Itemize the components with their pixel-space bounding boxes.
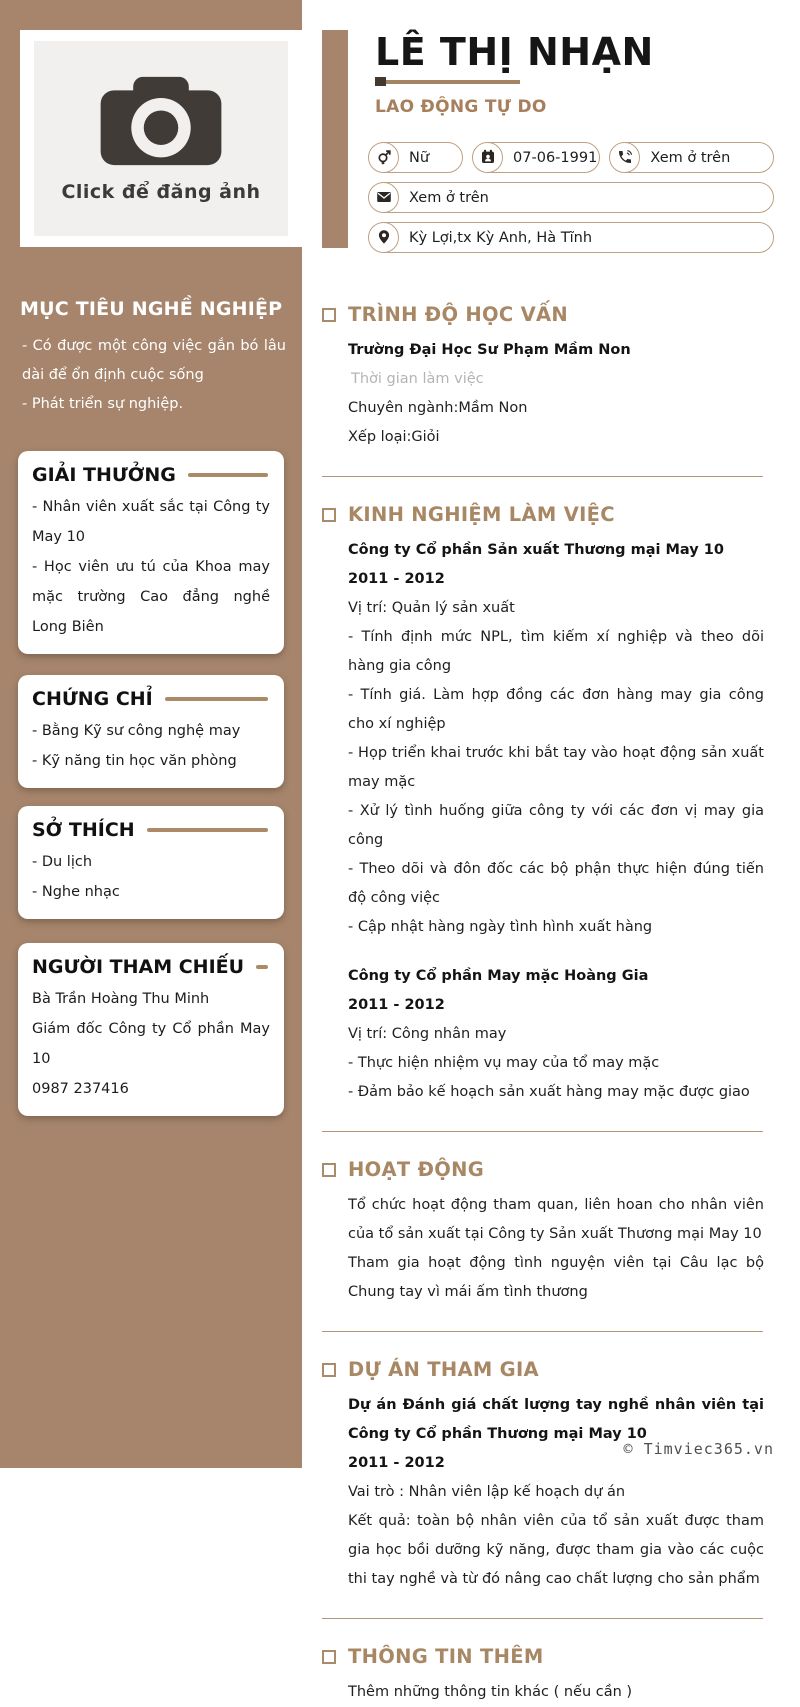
job-period: 2011 - 2012 (348, 571, 445, 587)
job-position: Vị trí: Quản lý sản xuất (348, 600, 515, 616)
section-divider (322, 1331, 763, 1332)
objective-line: - Phát triển sự nghiệp. (22, 396, 184, 412)
job-detail: - Thực hiện nhiệm vụ may của tổ may mặc (348, 1055, 660, 1071)
job-detail: - Họp triển khai trước khi bắt tay vào hoạt động sản xuất may mặc (348, 745, 764, 790)
heading-rule (188, 473, 268, 477)
photo-frame (20, 30, 302, 247)
section-experience (322, 503, 770, 526)
section-education (322, 303, 770, 326)
photo-upload-label: Click để đăng ảnh (61, 180, 261, 203)
square-outline-icon (322, 508, 336, 522)
mail-icon (368, 182, 399, 213)
hobby-item: - Nghe nhạc (32, 884, 120, 900)
phone-field (609, 142, 774, 173)
certificate-item: - Kỹ năng tin học văn phòng (32, 753, 237, 769)
objective-line: - Có được một công việc gắn bó lâu dài để ổn định cuộc sống (22, 338, 286, 383)
activities-title: HOẠT ĐỘNG (348, 1158, 485, 1181)
job-detail: - Xử lý tình huống giữa công ty với các đơn vị may gia công (348, 803, 764, 848)
job-detail: - Đảm bảo kế hoạch sản xuất hàng may mặc được giao (348, 1084, 750, 1100)
birthday-field (472, 142, 600, 173)
site-credit: © Timviec365.vn (623, 1440, 774, 1458)
section-projects (322, 1358, 770, 1381)
references-title: NGƯỜI THAM CHIẾU (32, 956, 245, 978)
job-detail: - Cập nhật hàng ngày tình hình xuất hàng (348, 919, 653, 935)
certificate-item: - Bằng Kỹ sư công nghệ may (32, 723, 241, 739)
awards-title: GIẢI THƯỞNG (32, 464, 176, 486)
objective-title: MỤC TIÊU NGHỀ NGHIỆP (20, 298, 283, 320)
square-outline-icon (322, 1650, 336, 1664)
calendar-icon (472, 142, 503, 173)
reference-name: Bà Trần Hoàng Thu Minh (32, 991, 210, 1007)
square-outline-icon (322, 1163, 336, 1177)
camera-icon (98, 75, 224, 171)
square-outline-icon (322, 1363, 336, 1377)
section-divider (322, 476, 763, 477)
project-period: 2011 - 2012 (348, 1455, 445, 1471)
certificates-title: CHỨNG CHỈ (32, 688, 153, 710)
job-detail: - Tính định mức NPL, tìm kiếm xí nghiệp và theo dõi hàng gia công (348, 629, 764, 674)
projects-title: DỰ ÁN THAM GIA (348, 1358, 539, 1381)
contact-block (368, 142, 774, 253)
hobbies-card (18, 806, 284, 919)
hobbies-title: SỞ THÍCH (32, 819, 135, 841)
references-card (18, 943, 284, 1116)
award-item: - Nhân viên xuất sắc tại Công ty May 10 (32, 499, 270, 545)
location-pin-icon (368, 222, 399, 253)
education-major: Chuyên ngành:Mầm Non (348, 400, 528, 416)
education-period-placeholder[interactable]: Thời gian làm việc (351, 371, 484, 387)
phone-icon (609, 142, 640, 173)
candidate-job-title: LAO ĐỘNG TỰ DO (375, 97, 547, 117)
more-info-text: Thêm những thông tin khác ( nếu cần ) (348, 1684, 633, 1700)
education-title: TRÌNH ĐỘ HỌC VẤN (348, 303, 569, 326)
reference-phone: 0987 237416 (32, 1081, 129, 1097)
heading-rule (256, 965, 268, 969)
section-divider (322, 1618, 763, 1619)
gender-field (368, 142, 463, 173)
experience-title: KINH NGHIỆM LÀM VIỆC (348, 503, 615, 526)
activity-item: Tổ chức hoạt động tham quan, liên hoan cho nhân viên của tổ sản xuất tại Công ty Sản xuất Thương mại May 10 (348, 1197, 764, 1242)
job-detail: - Theo dõi và đôn đốc các bộ phận thực hiện đúng tiến độ công việc (348, 861, 764, 906)
job-company: Công ty Cổ phần May mặc Hoàng Gia (348, 968, 649, 984)
awards-card (18, 451, 284, 654)
job-detail: - Tính giá. Làm hợp đồng các đơn hàng may gia công cho xí nghiệp (348, 687, 764, 732)
education-school: Trường Đại Học Sư Phạm Mầm Non (348, 342, 631, 358)
name-underline (375, 77, 520, 86)
address-value: Kỳ Lợi,tx Kỳ Anh, Hà Tĩnh (409, 229, 593, 246)
hobby-item: - Du lịch (32, 854, 93, 870)
address-field (368, 222, 774, 253)
reference-position: Giám đốc Công ty Cổ phần May 10 (32, 1021, 270, 1067)
section-divider (322, 1131, 763, 1132)
job-period: 2011 - 2012 (348, 997, 445, 1013)
section-more-info (322, 1645, 770, 1668)
job-position: Vị trí: Công nhân may (348, 1026, 507, 1042)
certificates-card (18, 675, 284, 788)
candidate-name: LÊ THỊ NHẠN (375, 30, 654, 74)
award-item: - Học viên ưu tú của Khoa may mặc trường Cao đẳng nghề Long Biên (32, 559, 270, 635)
project-name: Dự án Đánh giá chất lượng tay nghề nhân viên tại Công ty Cổ phần Thương mại May 10 (348, 1397, 764, 1442)
activity-item: Tham gia hoạt động tình nguyện viên tại Câu lạc bộ Chung tay vì mái ấm tình thương (348, 1255, 764, 1300)
gender-icon (368, 142, 399, 173)
job-company: Công ty Cổ phần Sản xuất Thương mại May 10 (348, 542, 724, 558)
project-result: Kết quả: toàn bộ nhân viên của tổ sản xuất được tham gia học bồi dưỡng kỹ năng, được tham gia vào các cuộc thi tay nghề và từ đó nâng cao chất lượng cho sản phẩm (348, 1513, 764, 1587)
square-outline-icon (322, 308, 336, 322)
phone-value: Xem ở trên (650, 149, 731, 166)
birthday-value: 07-06-1991 (513, 149, 598, 166)
gender-value: Nữ (409, 149, 430, 166)
education-grade: Xếp loại:Giỏi (348, 429, 440, 445)
more-info-title: THÔNG TIN THÊM (348, 1645, 544, 1668)
photo-upload-button[interactable] (34, 41, 288, 236)
heading-rule (147, 828, 268, 832)
heading-rule (165, 697, 268, 701)
section-activities (322, 1158, 770, 1181)
project-role: Vai trò : Nhân viên lập kế hoạch dự án (348, 1484, 626, 1500)
email-field (368, 182, 774, 213)
email-value: Xem ở trên (409, 189, 489, 206)
